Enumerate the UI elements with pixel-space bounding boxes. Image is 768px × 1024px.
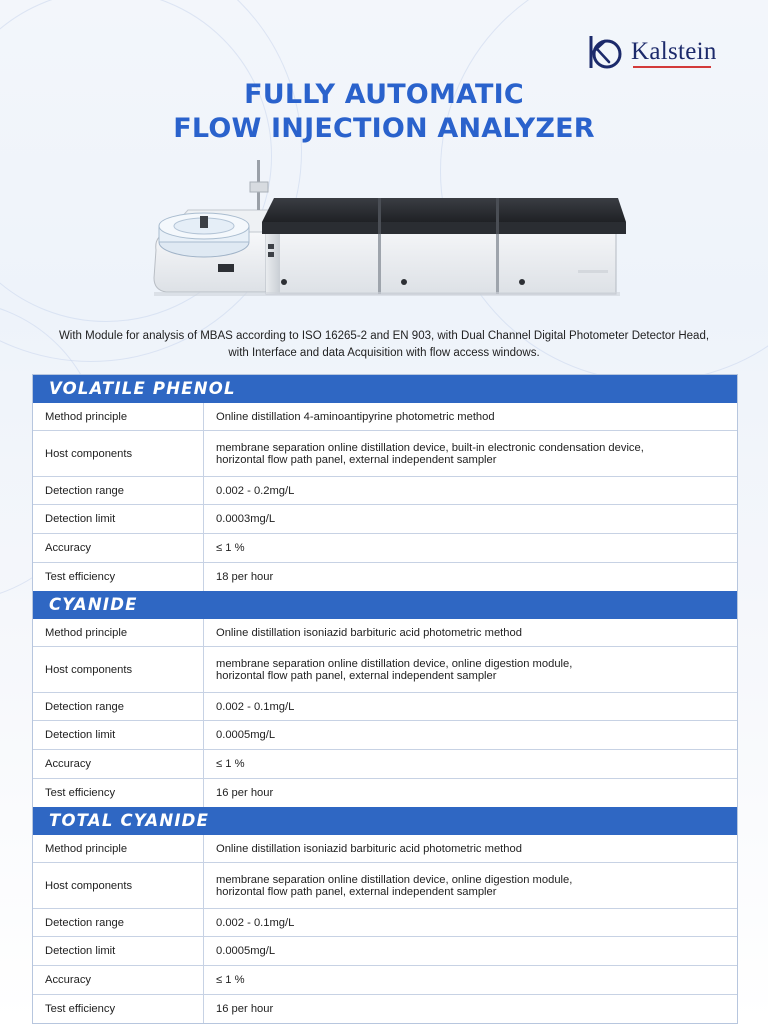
row-label: Detection range xyxy=(33,693,204,720)
row-label: Accuracy xyxy=(33,966,204,994)
table-row xyxy=(33,692,737,720)
row-value: Online distillation 4-aminoantipyrine photometric method xyxy=(216,410,495,423)
table-row xyxy=(33,504,737,533)
row-value-line: membrane separation online distillation device, built-in electronic condensation device, xyxy=(216,441,644,454)
row-value: ≤ 1 % xyxy=(216,542,245,554)
table-row xyxy=(33,720,737,749)
row-value-line: membrane separation online distillation device, online digestion module, xyxy=(216,657,573,670)
row-value: 0.0005mg/L xyxy=(216,729,276,741)
row-value xyxy=(204,863,737,908)
row-value-line: horizontal flow path panel, external independent sampler xyxy=(216,669,497,682)
row-label: Detection limit xyxy=(33,505,204,533)
row-value: 0.002 - 0.1mg/L xyxy=(216,700,295,713)
analyzer-product-image xyxy=(148,152,626,304)
table-row xyxy=(33,965,737,994)
row-value-line: horizontal flow path panel, external independent sampler xyxy=(216,453,497,466)
row-label: Host components xyxy=(33,863,204,908)
table-row xyxy=(33,619,737,646)
specifications-table xyxy=(32,374,738,1024)
brand-name: Kalstein xyxy=(631,38,717,65)
row-label: Detection limit xyxy=(33,937,204,965)
row-value: 16 per hour xyxy=(216,787,274,799)
table-row xyxy=(33,908,737,936)
table-row xyxy=(33,533,737,562)
row-value: ≤ 1 % xyxy=(216,758,245,770)
page-title xyxy=(0,78,768,146)
row-label: Host components xyxy=(33,647,204,692)
description-line: With Module for analysis of MBAS according to ISO 16265-2 and EN 903, with Dual Channel Digital Photometer Detector Head, xyxy=(58,330,710,342)
row-value: Online distillation isoniazid barbituric acid photometric method xyxy=(216,842,522,855)
section-header-total-cyanide: TOTAL CYANIDE xyxy=(33,807,737,835)
row-value: 18 per hour xyxy=(216,571,274,583)
table-row xyxy=(33,862,737,908)
row-value: 0.0005mg/L xyxy=(216,945,276,957)
table-row xyxy=(33,936,737,965)
table-row xyxy=(33,646,737,692)
row-value xyxy=(204,431,737,476)
row-value xyxy=(204,647,737,692)
row-value: 0.002 - 0.1mg/L xyxy=(216,916,295,929)
row-label: Detection range xyxy=(33,909,204,936)
row-value-line: membrane separation online distillation device, online digestion module, xyxy=(216,873,573,886)
row-label: Accuracy xyxy=(33,750,204,778)
table-row xyxy=(33,778,737,807)
table-row xyxy=(33,403,737,430)
row-value: ≤ 1 % xyxy=(216,974,245,986)
row-value: 16 per hour xyxy=(216,1003,274,1015)
row-value: 0.0003mg/L xyxy=(216,513,276,525)
product-description xyxy=(20,328,748,362)
row-label: Accuracy xyxy=(33,534,204,562)
table-row xyxy=(33,994,737,1023)
table-row xyxy=(33,476,737,504)
row-label: Detection limit xyxy=(33,721,204,749)
row-label: Host components xyxy=(33,431,204,476)
row-label: Test efficiency xyxy=(33,779,204,807)
row-label: Test efficiency xyxy=(33,563,204,591)
brand-logo xyxy=(585,30,745,74)
kalstein-logo-icon xyxy=(585,32,625,72)
section-header-cyanide: CYANIDE xyxy=(33,591,737,619)
description-line: with Interface and data Acquisition with flow access windows. xyxy=(228,347,540,359)
table-row xyxy=(33,562,737,591)
row-label: Detection range xyxy=(33,477,204,504)
row-label: Test efficiency xyxy=(33,995,204,1023)
row-value-line: horizontal flow path panel, external independent sampler xyxy=(216,885,497,898)
section-header-volatile-phenol: VOLATILE PHENOL xyxy=(33,375,737,403)
table-row xyxy=(33,749,737,778)
row-label: Method principle xyxy=(33,835,204,862)
table-row xyxy=(33,430,737,476)
row-value: 0.002 - 0.2mg/L xyxy=(216,484,295,497)
page-title-line: FLOW INJECTION ANALYZER xyxy=(173,113,595,144)
table-row xyxy=(33,835,737,862)
row-value: Online distillation isoniazid barbituric acid photometric method xyxy=(216,626,522,639)
row-label: Method principle xyxy=(33,403,204,430)
page-title-line: FULLY AUTOMATIC xyxy=(244,79,524,110)
row-label: Method principle xyxy=(33,619,204,646)
